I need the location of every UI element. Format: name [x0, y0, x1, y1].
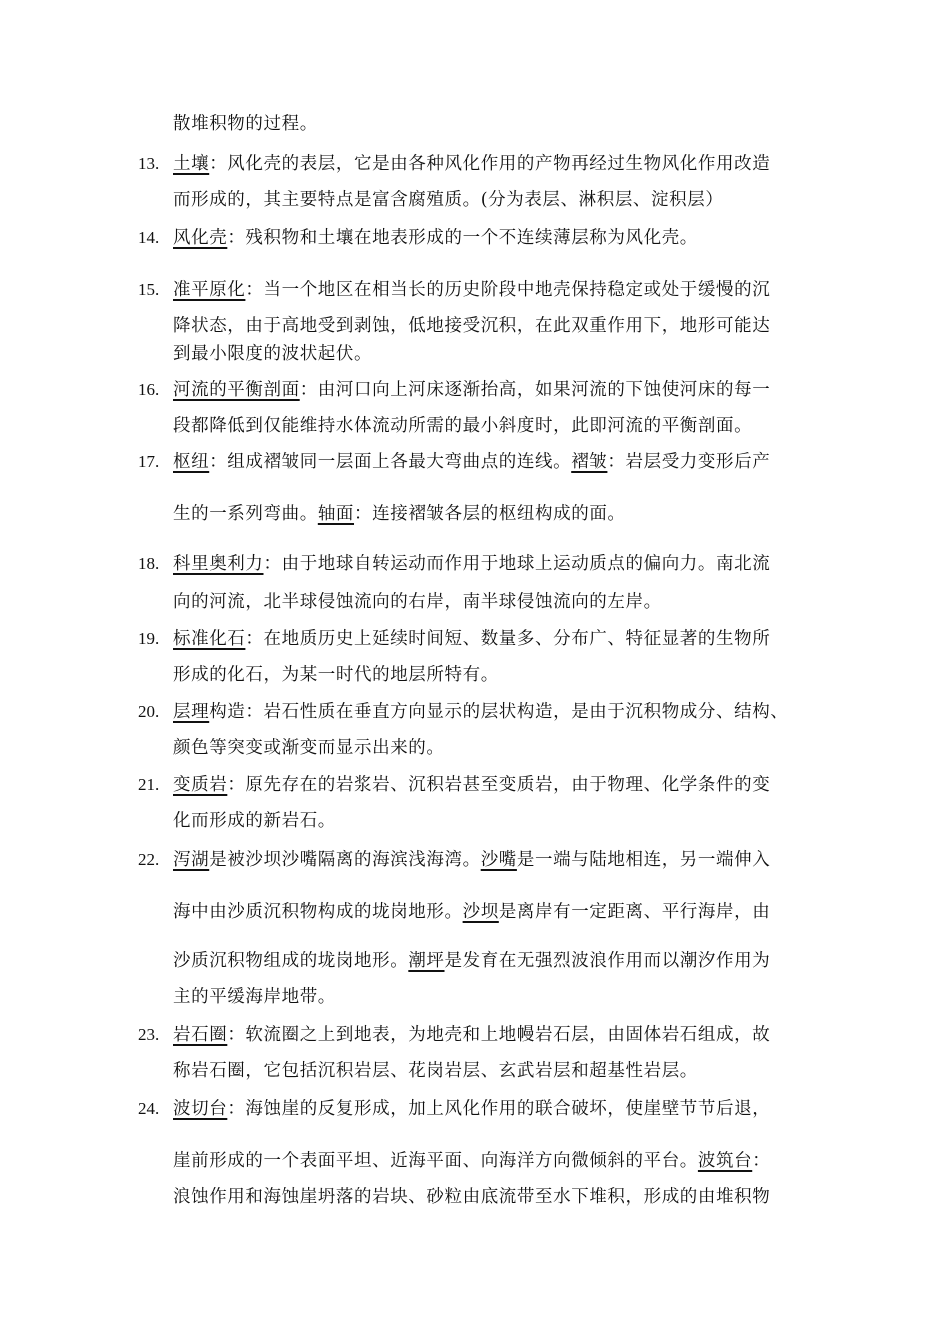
text-line: [173, 342, 812, 366]
definition-text: 是离岸有一定距离、平行海岸，由: [498, 902, 771, 922]
definition-text: ：残积物和土壤在地表形成的一个不连续薄层称为风化壳。: [227, 228, 698, 248]
text-line: [173, 152, 812, 176]
text-line: [173, 378, 812, 402]
definition-text: 是被沙坝沙嘴隔离的海滨浅海湾。: [209, 850, 481, 870]
definition-text: 海中由沙质沉积物构成的垅岗地形。: [173, 902, 463, 922]
definition-text: 段都降低到仅能维持水体流动所需的最小斜度时，此即河流的平衡剖面。: [173, 416, 753, 436]
definition-text: 到最小限度的波状起伏。: [173, 344, 373, 364]
definition-text: 崖前形成的一个表面平坦、近海平面、向海洋方向微倾斜的平台。: [173, 1151, 698, 1171]
text-line: [173, 949, 812, 973]
term-highlight: 波筑台: [697, 1151, 753, 1171]
term-highlight: 波切台: [173, 1099, 228, 1119]
definition-text: 形成的化石，为某一时代的地层所特有。: [173, 665, 499, 685]
term-highlight: 标准化石: [173, 629, 246, 649]
definition-text: 颜色等突变或渐变而显示出来的。: [173, 738, 445, 758]
text-line: [173, 809, 812, 833]
item-number: 17.: [138, 452, 160, 471]
item-number: 22.: [138, 850, 160, 869]
definition-text: ：软流圈之上到地表，为地壳和上地幔岩石层，由固体岩石组成，故: [227, 1025, 771, 1045]
definition-text: 降状态，由于高地受到剥蚀，低地接受沉积，在此双重作用下，地形可能达: [173, 316, 771, 336]
text-line: [173, 1097, 812, 1121]
definition-text: ：在地质历史上延续时间短、数量多、分布广、特征显著的生物所: [245, 629, 771, 649]
text-line: [173, 985, 812, 1009]
text-line: [173, 773, 812, 797]
item-number: 21.: [138, 775, 160, 794]
text-line: [173, 278, 812, 302]
text-line: [173, 848, 812, 872]
definition-text: 沙质沉积物组成的垅岗地形。: [173, 951, 409, 971]
definition-text: ：风化壳的表层，它是由各种风化作用的产物再经过生物风化作用改造: [209, 154, 771, 174]
text-line: [173, 1023, 812, 1047]
definition-text: ：岩层受力变形后产: [607, 452, 771, 472]
item-number: 24.: [138, 1099, 160, 1118]
item-number: 19.: [138, 629, 160, 648]
text-line: [173, 736, 812, 760]
text-line: [173, 552, 812, 576]
text-line: [173, 502, 812, 526]
definition-text: 称岩石圈，它包括沉积岩层、花岗岩层、玄武岩层和超基性岩层。: [173, 1061, 698, 1081]
term-highlight: 沙坝: [462, 902, 499, 922]
definition-text: 生的一系列弯曲。: [173, 504, 318, 524]
text-line: [173, 590, 812, 614]
text-line: [173, 112, 812, 136]
item-number: 18.: [138, 554, 160, 573]
term-highlight: 沙嘴: [480, 850, 517, 870]
text-line: [173, 900, 812, 924]
text-line: [173, 314, 812, 338]
item-number: 23.: [138, 1025, 160, 1044]
definition-text: ：连接褶皱各层的枢纽构成的面。: [354, 504, 626, 524]
item-number: 14.: [138, 228, 160, 247]
text-line: [173, 414, 812, 438]
term-highlight: 潮坪: [408, 951, 445, 971]
term-highlight: 科里奥利力: [173, 554, 264, 574]
term-highlight: 准平原化: [173, 280, 246, 300]
definition-text: ：: [752, 1151, 771, 1171]
term-highlight: 轴面: [317, 504, 355, 524]
definition-text: ：由于地球自转运动而作用于地球上运动质点的偏向力。南北流: [263, 554, 771, 574]
definition-text: 是发育在无强烈波浪作用而以潮汐作用为: [444, 951, 771, 971]
text-line: [173, 1149, 812, 1173]
text-line: [173, 627, 812, 651]
definition-text: ：当一个地区在相当长的历史阶段中地壳保持稳定或处于缓慢的沉: [245, 280, 771, 300]
term-highlight: 变质岩: [173, 775, 228, 795]
term-highlight: 泻湖: [173, 850, 210, 870]
item-number: 15.: [138, 280, 160, 299]
definition-text: 向的河流，北半球侵蚀流向的右岸，南半球侵蚀流向的左岸。: [173, 592, 662, 612]
definition-text: 而形成的，其主要特点是富含腐殖质。(分为表层、淋积层、淀积层）: [173, 190, 724, 210]
item-number: 13.: [138, 154, 160, 173]
definition-text: ：海蚀崖的反复形成，加上风化作用的联合破坏，使崖壁节节后退，: [227, 1099, 771, 1119]
text-line: [173, 700, 812, 724]
text-line: [173, 1185, 812, 1209]
term-highlight: 岩石圈: [173, 1025, 228, 1045]
definition-text: ：由河口向上河床逐渐抬高，如果河流的下蚀使河床的每一: [299, 380, 771, 400]
term-highlight: 土壤: [173, 154, 210, 174]
definition-text: ：组成褶皱同一层面上各最大弯曲点的连线。: [209, 452, 572, 472]
definition-text: 化而形成的新岩石。: [173, 811, 336, 831]
term-highlight: 褶皱: [571, 452, 608, 472]
definition-text: 是一端与陆地相连，另一端伸入: [516, 850, 771, 870]
definition-text: 散堆积物的过程。: [173, 114, 318, 134]
term-highlight: 层理: [173, 702, 210, 722]
item-number: 20.: [138, 702, 160, 721]
definition-text: 主的平缓海岸地带。: [173, 987, 336, 1007]
text-line: [173, 226, 812, 250]
term-highlight: 风化壳: [173, 228, 228, 248]
definition-text: 构造：岩石性质在垂直方向显示的层状构造，是由于沉积物成分、结构、: [209, 702, 789, 722]
item-number: 16.: [138, 380, 160, 399]
definition-text: ：原先存在的岩浆岩、沉积岩甚至变质岩，由于物理、化学条件的变: [227, 775, 771, 795]
text-line: [173, 188, 812, 212]
text-line: [173, 1059, 812, 1083]
definition-text: 浪蚀作用和海蚀崖坍落的岩块、砂粒由底流带至水下堆积，形成的由堆积物: [173, 1187, 771, 1207]
term-highlight: 河流的平衡剖面: [173, 380, 300, 400]
text-line: [173, 663, 812, 687]
term-highlight: 枢纽: [173, 452, 210, 472]
text-line: [173, 450, 812, 474]
